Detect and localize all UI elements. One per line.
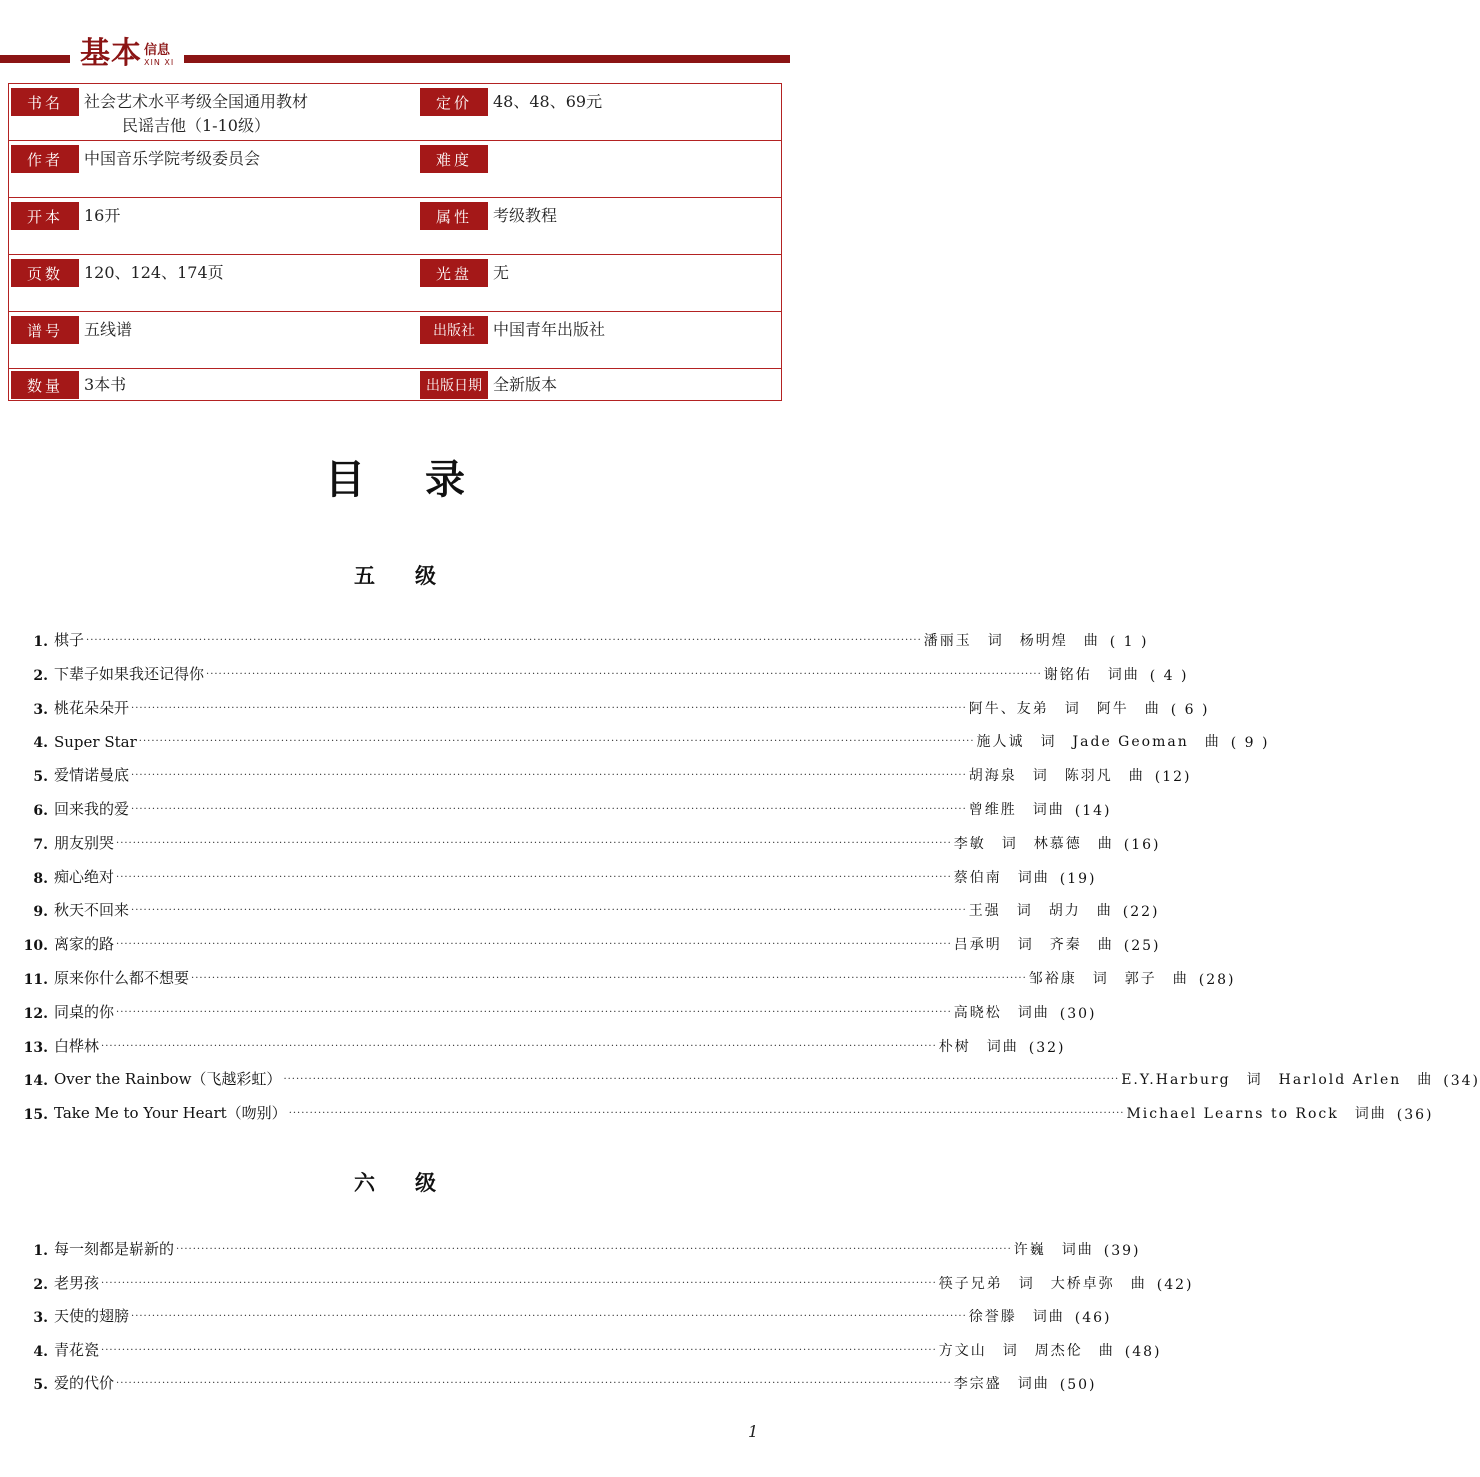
toc-entry-title: Take Me to Your Heart（吻别）: [54, 1104, 287, 1123]
toc-entry-page: (42): [1156, 1276, 1194, 1293]
toc-leader-dots: ········································································································································································································: [116, 1006, 952, 1018]
toc-entry: [22, 1233, 1141, 1259]
toc-entry-credit: 王强 词 胡力 曲: [968, 903, 1113, 920]
info-label: 作者: [11, 145, 79, 173]
toc-title: 目录: [325, 457, 525, 503]
toc-entry-number: 7.: [33, 836, 48, 853]
info-label: 谱号: [11, 316, 79, 344]
toc-entry-credit: 朴树 词曲: [938, 1038, 1019, 1055]
toc-entry-credit: 阿牛、友弟 词 阿牛 曲: [968, 700, 1161, 717]
page-number: 1: [748, 1422, 759, 1441]
toc-entry-credit: 蔡伯南 词曲: [953, 869, 1050, 886]
toc-entry: [22, 1300, 1112, 1326]
toc-entry-title: 爱的代价: [54, 1374, 115, 1392]
toc-leader-dots: ········································································································································································································: [283, 1074, 1120, 1086]
toc-entry-number: 15.: [23, 1107, 48, 1124]
toc-entry-title: 朋友别哭: [54, 833, 115, 852]
toc-leader-dots: ········································································································································································································: [131, 702, 967, 714]
toc-entry-number: 4.: [33, 735, 48, 752]
toc-leader-dots: ········································································································································································································: [116, 837, 952, 849]
info-row: [9, 312, 781, 369]
toc-entry: [22, 1267, 1194, 1293]
toc-entry: [22, 861, 1097, 887]
toc-leader-dots: ········································································································································································································: [116, 1378, 952, 1389]
info-row: [9, 84, 781, 141]
toc-entry: [22, 692, 1210, 718]
toc-entry-title: 天使的翅膀: [54, 1307, 130, 1325]
toc-leader-dots: ········································································································································································································: [138, 736, 975, 748]
toc-leader-dots: ········································································································································································································: [86, 635, 922, 646]
info-label: 难度: [420, 145, 488, 173]
toc-entry-page: (22): [1122, 904, 1160, 921]
toc-entry-title: 白桦林: [54, 1036, 100, 1055]
toc-entry-page: (28): [1198, 972, 1236, 988]
info-value: 16开: [84, 206, 121, 225]
info-value: 五线谱: [84, 320, 133, 339]
toc-entry: [22, 894, 1160, 921]
toc-entry-credit: 邹裕康 词 郭子 曲: [1028, 971, 1189, 987]
section-header: [70, 34, 184, 72]
toc-entry-credit: 吕承明 词 齐秦 曲: [953, 937, 1114, 954]
toc-entry-credit: 潘丽玉 词 杨明煌 曲: [923, 633, 1100, 649]
info-value: 3本书: [84, 375, 127, 394]
toc-entry: [22, 624, 1149, 650]
toc-entry: [22, 1063, 1480, 1090]
toc-leader-dots: ········································································································································································································: [101, 1344, 937, 1356]
toc-entry-page: (16): [1123, 836, 1161, 853]
toc-leader-dots: ········································································································································································································: [116, 939, 952, 951]
toc-leader-dots: ········································································································································································································: [176, 1244, 1012, 1255]
toc-leader-dots: ········································································································································································································: [131, 1311, 967, 1322]
toc-entry-number: 5.: [33, 1377, 48, 1393]
info-label: 开本: [11, 202, 79, 230]
toc-entry-credit: 徐誉滕 词曲: [968, 1309, 1065, 1325]
info-value: 中国音乐学院考级委员会: [84, 149, 261, 168]
info-label: 定价: [420, 88, 488, 116]
toc-entry-title: Over the Rainbow（飞越彩虹）: [54, 1070, 282, 1089]
toc-entry-title: 老男孩: [54, 1273, 100, 1292]
toc-entry-title: 桃花朵朵开: [54, 698, 130, 717]
toc-entry-page: (30): [1059, 1005, 1097, 1022]
toc-entry-title: 同桌的你: [54, 1002, 115, 1021]
toc-leader-dots: ········································································································································································································: [101, 1040, 937, 1052]
info-value-line2: 民谣吉他（1-10级）: [122, 116, 270, 135]
info-row: [9, 369, 781, 402]
toc-leader-dots: ········································································································································································································: [131, 905, 967, 917]
toc-entry-page: (32): [1028, 1039, 1066, 1056]
toc-entry-credit: 谢铭佑 词曲: [1043, 666, 1140, 683]
toc-entry-title: 回来我的爱: [54, 800, 130, 818]
toc-entry-page: (50): [1059, 1377, 1097, 1393]
toc-entry: [22, 996, 1097, 1022]
toc-entry-title: 秋天不回来: [54, 901, 130, 920]
toc-entry-page: (12): [1154, 769, 1192, 786]
info-label: 光盘: [420, 259, 488, 287]
toc-leader-dots: ········································································································································································································: [131, 770, 967, 782]
info-value: 中国青年出版社: [493, 320, 606, 339]
toc-entry: [22, 1367, 1097, 1393]
toc-entry-number: 9.: [33, 904, 48, 921]
toc-entry-title: Super Star: [54, 733, 137, 752]
info-value: 社会艺术水平考级全国通用教材: [84, 92, 309, 111]
section-title: 基本: [80, 36, 142, 71]
toc-entry-page: ( 9 ): [1230, 735, 1270, 752]
info-value: 全新版本: [493, 375, 558, 394]
toc-entry-page: (39): [1103, 1243, 1141, 1259]
toc-entry-title: 每一刻都是崭新的: [54, 1240, 175, 1258]
toc-entry: [22, 725, 1270, 752]
toc-entry-page: (19): [1059, 870, 1097, 887]
info-value: 无: [493, 263, 510, 282]
toc-entry-credit: 高晓松 词曲: [953, 1004, 1050, 1021]
info-label: 数量: [11, 371, 79, 399]
toc-leader-dots: ········································································································································································································: [206, 668, 1042, 680]
toc-entry-number: 10.: [23, 938, 48, 955]
info-label: 出版日期: [420, 371, 488, 399]
toc-entry-number: 5.: [33, 769, 48, 786]
toc-entry-title: 痴心绝对: [54, 867, 115, 886]
toc-entry-credit: 曾维胜 词曲: [968, 802, 1065, 818]
info-value: 120、124、174页: [84, 263, 224, 282]
toc-entry-number: 12.: [23, 1005, 48, 1022]
toc-entry: [22, 962, 1236, 988]
toc-entry-page: ( 4 ): [1149, 667, 1189, 684]
toc-leader-dots: ········································································································································································································: [116, 871, 952, 883]
toc-entry-number: 13.: [23, 1039, 48, 1056]
toc-entry-credit: 筷子兄弟 词 大桥卓弥 曲: [938, 1275, 1147, 1292]
toc-entry-page: (25): [1123, 938, 1161, 955]
toc-entry-number: 1.: [33, 634, 48, 650]
toc-entry-credit: 施人诚 词 Jade Geoman 曲: [976, 734, 1221, 751]
toc-entry: [22, 928, 1161, 955]
toc-entry-number: 1.: [33, 1243, 48, 1259]
toc-entry-page: (34): [1443, 1073, 1480, 1090]
toc-entry-page: ( 1 ): [1109, 634, 1149, 650]
toc-entry-number: 14.: [23, 1073, 48, 1090]
toc-entry-title: 棋子: [54, 631, 85, 649]
toc-entry-number: 2.: [33, 667, 48, 684]
toc-entry-number: 6.: [33, 803, 48, 819]
toc-entry: [22, 827, 1161, 853]
toc-entry: [22, 1334, 1162, 1360]
toc-leader-dots: ········································································································································································································: [131, 804, 967, 815]
level-heading: 五级: [354, 564, 476, 588]
toc-entry-credit: 李敏 词 林慕德 曲: [953, 835, 1114, 852]
level-heading: 六级: [354, 1171, 476, 1195]
toc-entry: [22, 658, 1189, 684]
toc-entry-title: 爱情诺曼底: [54, 766, 130, 785]
toc-entry-credit: 方文山 词 周杰伦 曲: [938, 1342, 1115, 1359]
toc-leader-dots: ········································································································································································································: [101, 1277, 937, 1289]
toc-entry-credit: E.Y.Harburg 词 Harlold Arlen 曲: [1121, 1072, 1434, 1089]
toc-entry-page: (46): [1074, 1310, 1112, 1326]
toc-entry-title: 下辈子如果我还记得你: [54, 664, 205, 683]
toc-entry-number: 4.: [33, 1343, 48, 1360]
toc-entry-credit: 李宗盛 词曲: [953, 1376, 1050, 1392]
toc-entry: [22, 793, 1112, 819]
section-subtitle-cn: 信息: [144, 43, 171, 58]
toc-entry-number: 11.: [23, 972, 48, 988]
toc-leader-dots: ········································································································································································································: [288, 1108, 1125, 1120]
toc-entry-title: 原来你什么都不想要: [54, 969, 190, 987]
info-row: [9, 198, 781, 255]
toc-entry: [22, 1030, 1066, 1056]
info-label: 页数: [11, 259, 79, 287]
toc-entry-page: (14): [1074, 803, 1112, 819]
toc-entry-number: 2.: [33, 1276, 48, 1293]
toc-entry-credit: 胡海泉 词 陈羽凡 曲: [968, 768, 1145, 785]
toc-entry: [22, 1097, 1434, 1124]
toc-entry-page: ( 6 ): [1170, 701, 1210, 718]
toc-entry-number: 8.: [33, 870, 48, 887]
toc-entry: [22, 759, 1192, 786]
info-label: 书名: [11, 88, 79, 116]
info-label: 出版社: [420, 316, 488, 344]
toc-entry-title: 青花瓷: [54, 1340, 100, 1359]
section-subtitle-en: XIN XI: [144, 58, 175, 67]
info-value: 考级教程: [493, 206, 558, 225]
info-table: [8, 83, 782, 401]
toc-entry-number: 3.: [33, 1310, 48, 1326]
toc-entry-page: (48): [1124, 1343, 1162, 1360]
toc-entry-credit: Michael Learns to Rock 词曲: [1126, 1106, 1387, 1123]
toc-entry-page: (36): [1396, 1107, 1434, 1124]
info-label: 属性: [420, 202, 488, 230]
info-row: [9, 255, 781, 312]
toc-entry-credit: 许巍 词曲: [1013, 1242, 1094, 1258]
info-value: 48、48、69元: [493, 92, 603, 111]
info-row: [9, 141, 781, 198]
toc-leader-dots: ········································································································································································································: [191, 973, 1027, 984]
toc-entry-title: 离家的路: [54, 935, 115, 954]
toc-entry-number: 3.: [33, 701, 48, 718]
